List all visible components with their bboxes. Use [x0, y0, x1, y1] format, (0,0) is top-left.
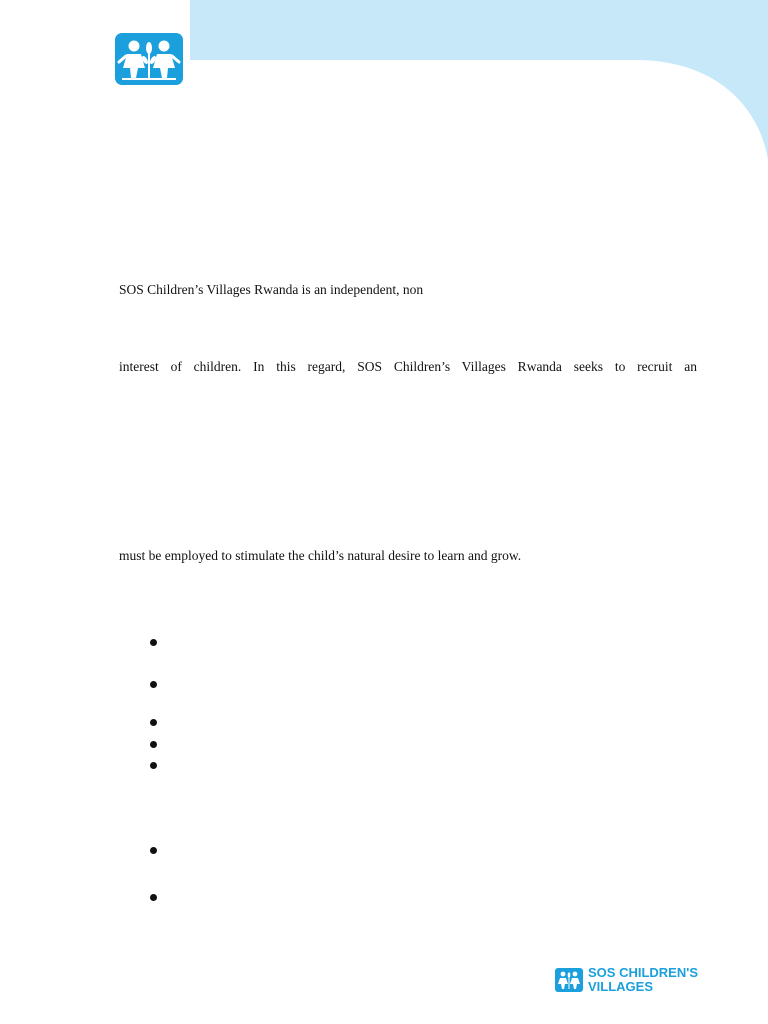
bullet-dot-icon: [150, 639, 157, 646]
bullet-dot-icon: [150, 719, 157, 726]
sos-children-icon: [555, 968, 583, 992]
footer-logo-line2: VILLAGES: [588, 979, 654, 994]
body-paragraph-2: interest of children. In this regard, SOS Children’s Villages Rwanda seeks to recruit an: [119, 359, 697, 374]
body-paragraph-1: SOS Children’s Villages Rwanda is an independent, non: [119, 282, 424, 297]
bullet-dot-icon: [150, 741, 157, 748]
bullet-dot-icon: [150, 894, 157, 901]
bullet-dot-icon: [150, 681, 157, 688]
bullet-dot-icon: [150, 762, 157, 769]
footer-logo-line1: SOS CHILDREN'S: [588, 965, 698, 980]
bullet-dot-icon: [150, 847, 157, 854]
sos-logo: [114, 32, 184, 86]
footer-logo: [555, 966, 705, 996]
body-paragraph-3: must be employed to stimulate the child’s natural desire to learn and grow.: [119, 548, 522, 563]
footer-logo-text: [588, 966, 698, 994]
